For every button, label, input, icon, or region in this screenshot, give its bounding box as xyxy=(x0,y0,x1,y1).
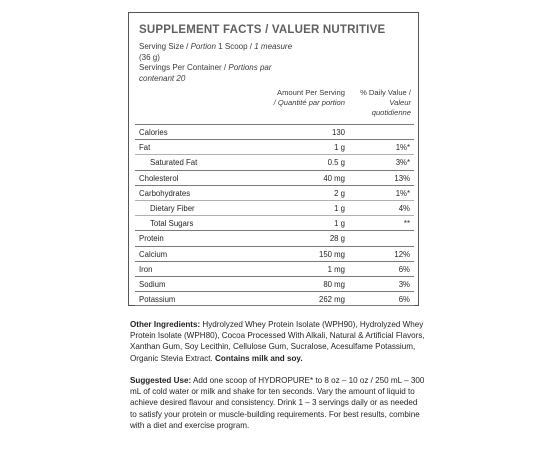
serving-size-grams: (36 g) xyxy=(139,52,160,62)
allergen-statement: Contains milk and soy. xyxy=(215,353,303,363)
serving-size-value: 1 Scoop / xyxy=(218,42,252,51)
nutrient-label: Protein xyxy=(139,234,164,244)
serving-info xyxy=(139,42,299,84)
nutrient-daily-value: 6% xyxy=(398,295,410,305)
nutrient-daily-value: 1%* xyxy=(395,143,410,153)
amount-column-header xyxy=(239,88,345,108)
nutrient-label: Saturated Fat xyxy=(150,158,198,168)
nutrient-row xyxy=(135,170,414,185)
nutrient-daily-value: ** xyxy=(403,219,410,229)
nutrient-daily-value: 3%* xyxy=(395,158,410,168)
daily-value-column-header xyxy=(349,88,411,118)
nutrient-label: Potassium xyxy=(139,295,176,305)
nutrient-label: Dietary Fiber xyxy=(150,203,195,213)
nutrient-daily-value: 1%* xyxy=(395,188,410,198)
nutrient-row xyxy=(135,230,414,245)
nutrient-label: Carbohydrates xyxy=(139,188,191,198)
nutrient-label: Cholesterol xyxy=(139,173,179,183)
nutrient-amount: 262 mg xyxy=(318,295,345,305)
nutrient-row xyxy=(135,291,414,306)
nutrient-label: Total Sugars xyxy=(150,219,194,229)
nutrient-amount: 150 mg xyxy=(318,249,345,259)
nutrient-label: Fat xyxy=(139,143,151,153)
suggested-use-text: Add one scoop of HYDROPURE* to 8 oz – 10 oz / 250 mL – 300 mL of cold water or milk and shake for ten seconds. Vary the amount of liquid to achieve desired flavour and consistency. Drink 1 – 3 servings daily or as needed to satisfy your protein or muscle-building requirements. For best results, combine with a diet and exercise program. xyxy=(130,376,425,430)
servings-per-container-line xyxy=(139,63,299,84)
nutrient-row xyxy=(135,246,414,261)
servings-per-container-label: Servings Per Container / xyxy=(139,63,227,72)
other-ingredients-heading: Other Ingredients: xyxy=(130,320,201,329)
nutrient-row xyxy=(135,276,414,291)
nutrient-row xyxy=(135,139,414,154)
nutrient-daily-value: 3% xyxy=(398,279,410,289)
nutrient-daily-value: 4% xyxy=(398,203,410,213)
suggested-use-heading: Suggested Use: xyxy=(130,376,192,385)
serving-size-label-fr: Portion xyxy=(190,42,216,51)
nutrient-daily-value: 13% xyxy=(394,173,410,183)
nutrient-label: Calcium xyxy=(139,249,168,259)
nutrient-label: Sodium xyxy=(139,279,166,289)
servings-per-container-fr: Portions par contenant 20 xyxy=(139,63,272,83)
nutrient-amount: 1 g xyxy=(334,143,345,153)
serving-size-label: Serving Size / xyxy=(139,42,189,51)
nutrient-amount: 1 mg xyxy=(327,264,345,274)
nutrient-amount: 1 g xyxy=(334,219,345,229)
other-ingredients-text: Hydrolyzed Whey Protein Isolate (WPH90), Hydrolyzed Whey Protein Isolate (WPH80), Cocoa Processed With Alkali, Natural & Artificial Flavors, Xanthan Gum, Soy Lecithin, Cellulose Gum, Sucralose, Acesulfame Potassium, Organic Stevia Extract. xyxy=(130,320,425,363)
panel-title: SUPPLEMENT FACTS / VALUER NUTRITIVE xyxy=(139,24,386,36)
nutrient-amount: 1 g xyxy=(334,203,345,213)
serving-size-line xyxy=(139,42,299,63)
nutrient-row xyxy=(135,124,414,139)
amount-header-fr: / Quantité par portion xyxy=(273,98,345,107)
amount-header-en: Amount Per Serving xyxy=(277,88,345,97)
nutrient-amount: 28 g xyxy=(329,234,345,244)
other-ingredients-paragraph xyxy=(130,319,425,364)
nutrient-row xyxy=(135,200,414,215)
dv-header-fr: Valeur quotidienne xyxy=(371,98,411,117)
nutrient-daily-value: 6% xyxy=(398,264,410,274)
nutrient-amount: 2 g xyxy=(334,188,345,198)
nutrient-daily-value: 12% xyxy=(394,249,410,259)
nutrient-row xyxy=(135,154,414,169)
nutrient-row xyxy=(135,185,414,200)
nutrient-amount: 40 mg xyxy=(323,173,345,183)
serving-size-value-fr: 1 measure xyxy=(254,42,293,51)
nutrient-table xyxy=(135,124,414,306)
nutrient-row xyxy=(135,261,414,276)
nutrient-amount: 130 xyxy=(331,128,345,137)
supplement-facts-panel xyxy=(128,12,419,306)
dv-header-en: % Daily Value / xyxy=(360,88,411,97)
suggested-use-paragraph xyxy=(130,375,425,431)
nutrient-amount: 80 mg xyxy=(323,279,345,289)
nutrient-amount: 0.5 g xyxy=(327,158,345,168)
nutrient-label: Iron xyxy=(139,264,153,274)
nutrient-row xyxy=(135,215,414,230)
nutrient-label: Calories xyxy=(139,128,168,137)
